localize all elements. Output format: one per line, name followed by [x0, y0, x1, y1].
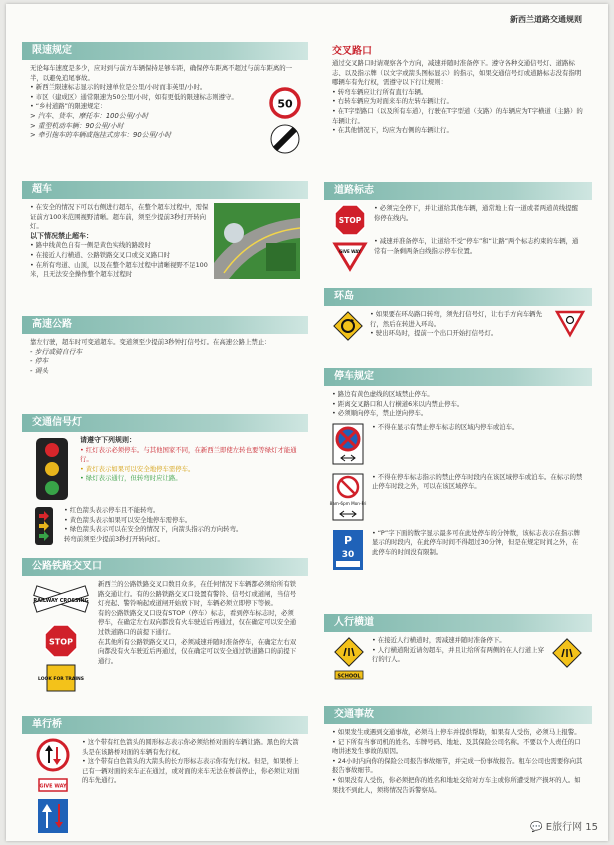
- signal-timing-note: 转弯前须至少提前3秒打开转向灯。: [64, 534, 164, 543]
- chat-bubble-icon: 💬: [530, 822, 543, 833]
- speed-limit-car: > 汽车、货车、摩托车：100公里/小时: [30, 111, 149, 120]
- green-arrow-rule: • 绿色箭头表示可以在安全的情况下，向箭头指示的方向转弯。: [64, 525, 243, 534]
- green-light-rule: • 绿灯表示通行，但转弯时应让路。: [80, 474, 182, 483]
- accident-bullet-1: • 如果发生或遇到交通事故，必须马上停车并提供帮助，如果有人受伤，必须马上报警。: [332, 728, 581, 736]
- highway-ban-uturn: - 调头: [30, 366, 49, 375]
- speed-title: 限速规定: [22, 42, 308, 60]
- accident-bullet-4: • 如果没有人受伤，你必须把你的姓名和地址交给对方车主或你所遭受财产损坏的人。如果找不到此人，须将情况告诉警察局。: [332, 775, 581, 794]
- pedestrian-warning-sign-icon: [550, 636, 584, 670]
- roundabout-bullet-2: • 驶出环岛时，提前一个出口开始打信号灯。: [370, 329, 498, 338]
- page-number: 15: [585, 822, 598, 833]
- accident-title: 交通事故: [324, 706, 592, 724]
- speed-intro: 无论每车速度是多少，应对到与前方车辆保持足够车距，确保停车距离不超过与前车距离的一半，以避免追尾事故。: [30, 64, 293, 82]
- one-way-bullet-2: • 这个带有白色箭头的大箭头的长方形标志表示你有先行权。但是，如果桥上已有一辆对面的来车正在通过，或对面的来车无法在桥前停止，你必须让对面的车先通行。: [82, 757, 300, 785]
- parking-bullet-1: • 路边有黄色虚线的区域禁止停车。: [332, 390, 434, 398]
- running-title: 新西兰道路交通规则: [510, 15, 582, 24]
- p30-parking-sign-icon: [332, 529, 364, 571]
- speed-sign-value: 50: [277, 97, 293, 111]
- stop-sign-icon: [334, 204, 366, 236]
- roundabout-sign-icon: [332, 310, 364, 342]
- highway-section: [22, 316, 308, 404]
- highway-ban-park: - 停车: [30, 357, 49, 366]
- one-way-bridge-section: [22, 716, 308, 841]
- pedestrian-crossing-sign-icon: [333, 636, 365, 668]
- parking-title: 停车规定: [324, 368, 592, 386]
- parking-section: [324, 368, 592, 598]
- intersections-bullet-3: • 在T字型路口（以及所有车道），行驶在T字型道（支路）的车辆应为T字横道（主路）的车辆让行。: [332, 106, 583, 125]
- speed-bullet-2: • 市区（建成区）通常限速为50公里/小时，如有更低的限速标志则遵守。: [30, 92, 238, 101]
- roundabout-title: 环岛: [324, 288, 592, 306]
- railway-crossing-label: RAILWAY CROSSING: [33, 598, 89, 604]
- rail-crossing-section: [22, 558, 308, 728]
- accident-bullet-3: • 24小时内向你的保险公司报告事故细节，并完成一份事故报告。租车公司也需要你向其报告事故细节。: [332, 756, 583, 775]
- red-light-rule: • 红灯表示必须停车。与其他国家不同，在新西兰即使左转也要等绿灯才能通行。: [80, 445, 297, 464]
- speed-bullet-1: • 新西兰限速标志显示的时速单位是公里/小时而非英里/小时。: [30, 83, 207, 92]
- road-stop-label: STOP: [338, 216, 362, 225]
- traffic-light-icon: [30, 436, 74, 502]
- intersections-bullet-2: • 右转车辆应为对面来车的左转车辆让行。: [332, 97, 453, 106]
- arrow-signal-icon: [30, 506, 58, 546]
- amber-arrow-rule: • 黄色箭头表示如果可以安全地停车需停车。: [64, 515, 192, 524]
- overtake-title: 超车: [22, 181, 308, 199]
- highway-intro: 靠左行驶，超车时可变道超车。变道须至少提前3秒钟打信号灯。在高速公路上禁止：: [30, 338, 271, 346]
- no-stopping-rule: • 不得在显示有禁止停车标志的区域内停车或泊车。: [372, 422, 519, 431]
- railway-crossbuck-sign-icon: [32, 580, 90, 618]
- p-sign-letter: P: [343, 533, 353, 547]
- school-plate-icon: [334, 670, 364, 680]
- highway-ban-walk: - 步行或骑自行车: [30, 347, 83, 356]
- school-plate-label: SCHOOL: [337, 673, 361, 680]
- give-way-bridge-sign-icon: [36, 738, 70, 772]
- traffic-lights-heading: 请遵守下列规则：: [80, 436, 136, 444]
- overtake-bullet-3: • 在接近人行横道、公路铁路交叉口或交叉路口时: [30, 250, 171, 259]
- speed-limit-trailer: > 牵引拖车的车辆或拖挂式房车：90公里/小时: [30, 131, 172, 140]
- stop-sign-icon: [44, 624, 78, 658]
- look-for-trains-label: LOOK FOR TRAINS: [37, 677, 85, 682]
- watermark: E旅行网: [545, 822, 583, 833]
- give-way-sign-icon: [334, 242, 366, 270]
- give-way-rule: • 减速并准备停车，让道给不受“停车”和“让路”两个标志约束的车辆，通常有一条剩两条白线指示停车位置。: [374, 237, 579, 255]
- intersections-bullet-4: • 在其他情况下，均应为右侧的车辆让行。: [332, 126, 453, 135]
- overtake-bullet-1: • 在安全的情况下可以右侧进行超车，在整个超车过程中，需保证前方100米范围视野清晰。超车前，须至少提前3秒打开转向灯。: [30, 203, 209, 231]
- traffic-lights-title: 交通信号灯: [22, 414, 308, 432]
- roundabout-section: [324, 288, 592, 360]
- speed-limit-heavy: > 重型机动车辆：90公里/小时: [30, 121, 124, 130]
- timed-no-parking-sign-icon: [329, 473, 367, 521]
- stop-sign-rule: • 必须完全停下，并让道给其他车辆，通常地上有一道或者两道黄线提醒你停在线内。: [374, 204, 578, 222]
- speed-50-sign-icon: [270, 88, 300, 118]
- red-arrow-rule: • 红色箭头表示停车且不能转弯。: [64, 506, 160, 514]
- roundabout-give-way-sign-icon: [556, 310, 584, 336]
- overtake-prohibited-heading: 以下情况禁止超车：: [30, 231, 93, 240]
- overtake-bullet-4: • 在所有弯道、山顶，以及在整个超车过程中清晰视野不足100米，且无法安全操作整个超车过程时: [30, 260, 208, 279]
- timed-no-parking-rule: • 不得在停车标志指示的禁止停车时段内在该区域停车或泊车。在标示的禁止停车时段之外，可以在该区域停车。: [372, 472, 583, 491]
- pedestrian-crossing-title: 人行横道: [324, 614, 592, 632]
- one-way-bullet-1: • 这个带有红色箭头的圆形标志表示你必须给桥对面的车辆让路。黑色的大箭头是在该路桥对面的车辆有先行权。: [82, 738, 299, 756]
- guide-page: [6, 4, 608, 841]
- p30-parking-rule: • “P”字下面的数字显示最多可在此处停车的分钟数，该标志表示在指示牌显示的时段内，在此停车时间不得超过30分钟，但是在规定时间之外，在此停车的时间没有限制。: [372, 528, 580, 556]
- rail-stop-label: STOP: [49, 637, 73, 647]
- road-giveway-label: GIVE WAY: [339, 249, 361, 254]
- pedestrian-crossing-section: [324, 614, 592, 694]
- rail-para-3: 在其他所有公路铁路交叉口，必须减速并随时准备停车，在确定左右双向都没有火车驶近后再通过，仅在确定可以安全通过铁道路口的前提下通行。: [98, 637, 297, 665]
- parking-bullet-3: • 必须顺向停车，禁止逆向停车。: [332, 409, 428, 418]
- speed-bullet-3: • “乡村道路”的限速规定：: [30, 102, 107, 111]
- footer: [530, 818, 598, 833]
- road-signs-section: [324, 182, 592, 282]
- intersections-bullet-1: • 转弯车辆应让行所有直行车辆。: [332, 87, 428, 96]
- timed-sign-label: 8am-6pm Mon-Fri: [329, 500, 367, 506]
- crossing-bullet-2: • 人行横道附近请勿超车，并且让给所有两侧的在人行道上穿行的行人。: [372, 645, 544, 664]
- overtake-bullet-2: • 路中线黄色自有一侧是黄色实线的路段时: [30, 241, 151, 250]
- winding-road-photo: [214, 203, 300, 279]
- intersections-intro: 通过交叉路口时请观察各个方向，减速并随时准备停下。遵守各种交通信号灯、道路标志、以及指示牌（以文字或箭头图标显示）的指示，如果交通信号灯或道路标志没有指明哪辆车有先行权，需遵守以下行让规则：: [332, 59, 582, 87]
- rail-crossing-title: 公路铁路交叉口: [22, 558, 308, 576]
- accident-bullet-2: • 记下所有当事司机的姓名、车牌号码、地址、及其保险公司名称。不要以个人责任的口吻讲述发生事故的原因。: [332, 737, 581, 756]
- give-way-plate-label: GIVE WAY: [39, 783, 67, 790]
- parking-bullet-2: • 距离交叉路口和人行横道6米以内禁止停车。: [332, 399, 464, 408]
- traffic-lights-section: [22, 414, 308, 554]
- one-way-bridge-title: 单行桥: [22, 716, 308, 734]
- accident-section: [324, 706, 592, 836]
- crossing-bullet-1: • 在接近人行横道时，需减速并随时准备停下。: [372, 636, 506, 644]
- priority-bridge-sign-icon: [37, 798, 69, 834]
- road-signs-title: 道路标志: [324, 182, 592, 200]
- amber-light-rule: • 黄灯表示如果可以安全地停车需停车。: [80, 464, 195, 473]
- end-speed-limit-sign-icon: [270, 124, 300, 154]
- p-sign-minutes: 30: [341, 549, 355, 560]
- look-for-trains-sign-icon: [37, 664, 85, 692]
- highway-title: 高速公路: [22, 316, 308, 334]
- roundabout-bullet-1: • 如果要在环岛路口转弯，须先打信号灯，让右手方向车辆先行，然后在转进入环岛。: [370, 310, 542, 328]
- intersections-title: 交叉路口: [332, 46, 372, 57]
- no-stopping-sign-icon: [332, 423, 364, 465]
- give-way-plate-icon: [38, 778, 68, 792]
- overtake-section: [22, 181, 308, 306]
- rail-para-2: 有的公路铁路交叉口设有STOP（停车）标志，看到停车标志时，必须停车，在确定左右双向都没有火车驶近后再通过，仅在确定可以安全通过铁道路口的前提下通行。: [98, 608, 297, 636]
- intersections-section: [324, 38, 592, 178]
- rail-para-1: 新西兰的公路铁路交叉口数目众多，在任何情况下车辆都必须给所有铁路交通让行。有的公路铁路交叉口设置有警铃、信号灯或道闸，当信号灯亮起、警铃响起或道闸开始放下时，车辆必须立即停下等候。: [98, 580, 297, 608]
- speed-section: [22, 42, 308, 177]
